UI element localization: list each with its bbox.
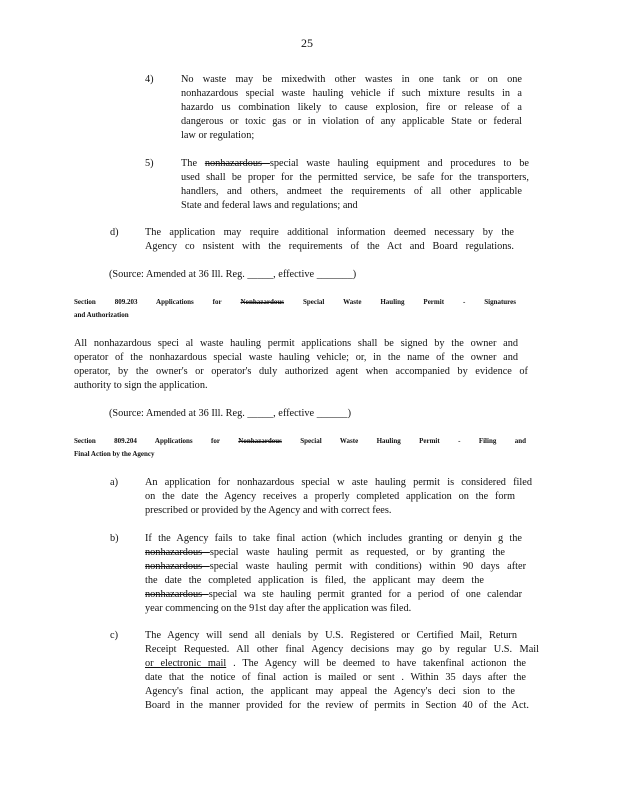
item-d-line-2: Agency co nsistent with the requirements of the Act and Board regulations. (145, 241, 514, 252)
section-809-203-heading-line-2: and Authorization (74, 311, 129, 319)
item-5-line-4: State and federal laws and regulations; and (181, 200, 358, 211)
strikethrough-text: nonhazardous (145, 561, 210, 572)
item-b-label: b) (110, 533, 119, 544)
item-c-line-3: or electronic mail . The Agency will be deemed to have takenfinal actionon the (145, 658, 526, 669)
item-5-line-1: The nonhazardous special waste hauling equipment and procedures to be (181, 158, 529, 169)
item-c-label: c) (110, 630, 118, 641)
section-809-203-para-line-1: All nonhazardous speci al waste hauling permit applications shall be signed by the owner and (74, 338, 518, 349)
item-b-line-1: If the Agency fails to take final action (which includes granting or denyin g the (145, 533, 522, 544)
section-809-204-heading: Section 809.204 Applications for Nonhazardous Special Waste Hauling Permit - Filing and (74, 437, 527, 445)
item-a-line-3: prescribed or provided by the Agency and with correct fees. (145, 505, 392, 516)
item-b-line-3: nonhazardous special waste hauling permit with conditions) within 90 days after (145, 561, 527, 572)
strikethrough-text: nonhazardous (145, 547, 210, 558)
item-5-line-3: handlers, and others, andmeet the requirements of all other applicable (181, 186, 522, 197)
section-809-203-heading: Section 809.203 Applications for Nonhazardous Special Waste Hauling Permit - Signatures (74, 298, 516, 306)
source-note-2: (Source: Amended at 36 Ill. Reg. _____, effective ______) (109, 408, 352, 419)
item-a-line-1: An application for nonhazardous special w aste hauling permit is considered filed (145, 477, 532, 488)
item-4-line-5: law or regulation; (181, 130, 255, 141)
item-4-line-2: nonhazardous special waste hauling vehicle if such mixture results in a (181, 88, 522, 99)
item-5-line-2: used shall be proper for the permitted service, be safe for the transporters, (181, 172, 529, 183)
strikethrough-text: nonhazardous (204, 158, 270, 169)
item-5-label: 5) (145, 158, 154, 169)
item-c-line-2: Receipt Requested. All other final Agency decisions may go by regular U.S. Mail (145, 644, 539, 655)
item-c-line-6: Board in the manner provided for the review of permits in Section 40 of the Act. (145, 700, 529, 711)
item-a-label: a) (110, 477, 118, 488)
item-4-line-4: dangerous or toxic gas or in violation of any applicable State or federal (181, 116, 522, 127)
item-b-line-2: nonhazardous special waste hauling permit as requested, or by granting the (145, 547, 505, 558)
section-809-203-para-line-3: operator, by the owner's or operator's duly authorized agent when accompanied by evidence of (74, 366, 528, 377)
item-a-line-2: on the date the Agency receives a properly completed application on the form (145, 491, 515, 502)
item-b-line-5: nonhazardous special wa ste hauling permit granted for a period of one calendar (145, 589, 522, 600)
item-d-line-1: The application may require additional information deemed necessary by the (145, 227, 514, 238)
source-note-1: (Source: Amended at 36 Ill. Reg. _____, effective _______) (109, 269, 357, 280)
item-4-line-3: hazardo us combination likely to cause explosion, fire or release of a (181, 102, 522, 113)
item-4-line-1: No waste may be mixedwith other wastes in one tank or on one (181, 74, 522, 85)
item-c-line-1: The Agency will send all denials by U.S. Registered or Certified Mail, Return (145, 630, 517, 641)
strikethrough-text: nonhazardous (145, 589, 209, 600)
page-number: 25 (301, 36, 313, 50)
item-c-line-4: date that the notice of final action is mailed or sent . Within 35 days after the (145, 672, 526, 683)
underlined-insertion: or electronic mail (145, 658, 227, 669)
section-809-203-para-line-2: operator of the nonhazardous special waste hauling vehicle; or, in the name of the owner and (74, 352, 518, 363)
item-b-line-6: year commencing on the 91st day after the application was filed. (145, 603, 412, 614)
item-d-label: d) (110, 227, 119, 238)
strikethrough-text: Nonhazardous (240, 298, 285, 306)
strikethrough-text: Nonhazardous (238, 437, 282, 445)
section-809-204-heading-line-2: Final Action by the Agency (74, 450, 155, 458)
section-809-203-para-line-4: authority to sign the application. (74, 380, 208, 391)
item-4-label: 4) (145, 74, 154, 85)
item-b-line-4: the date the completed application is filed, the applicant may deem the (145, 575, 484, 586)
item-c-line-5: Agency's final action, the applicant may appeal the Agency's deci sion to the (145, 686, 515, 697)
